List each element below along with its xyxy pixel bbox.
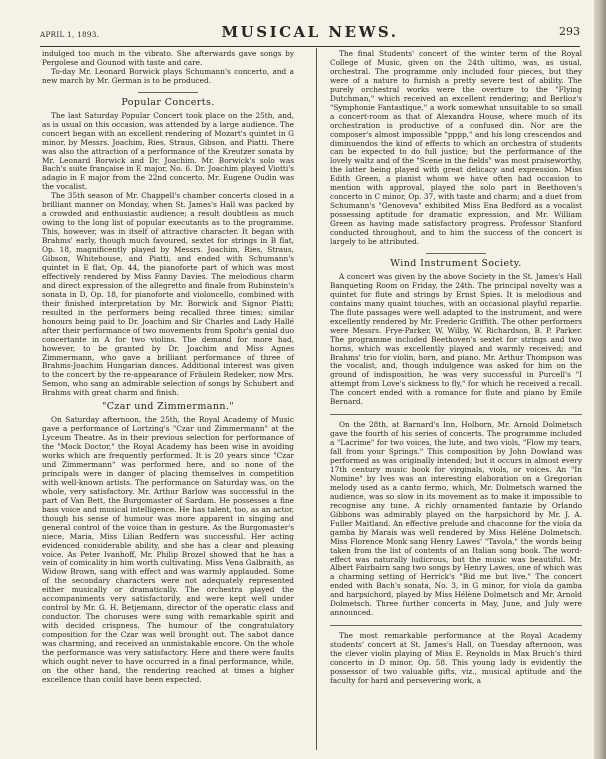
page-number: 293 [559, 25, 580, 38]
section-heading: Popular Concerts. [121, 96, 215, 108]
header-date: APRIL 1, 1893. [40, 30, 100, 39]
header-title: MUSICAL NEWS. [221, 23, 399, 41]
right-column [330, 50, 582, 686]
section-heading: Wind Instrument Society. [390, 257, 522, 269]
page-binding-edge [594, 0, 606, 759]
paragraph: The last Saturday Popular Concert took place on the 25th, and, as is usual on this occasion, was attended by a large audience. The concert began with an excellent rendering of Mozart's quintet in G minor, by Messrs. Joachim, Ries, Straus, Gibson, and Piatti. There was also the attraction of a performance of the Kreutzer sonata by Mr. Leonard Borwick and Dr. Joachim. Mr. Borwick's solo was Bach's suite française in E major, No. 6. Dr. Joachim played Viotti's adagio in E major from the 22nd concerto. Mr. Eugene Oudin was the vocalist. [42, 110, 294, 192]
paragraph: The final Students' concert of the winter term of the Royal College of Music, given on the 24th ultimo, was, as usual, orchestral. The programme only included four pieces, but they were of a nature to furnish a pretty severe test of ability. The purely orchestral works were the overture to the "Flying Dutchman," which received an excellent rendering; and Berlioz's "Symphonie Fantastique," a work somewhat unsuitable to so small a concert-room as that of Alexandra House, where much of its orchestration is productive of a confused din. Nor are the composer's almost impossible "pppp," and his long crescendos and diminuendos the kind of effects to which an orchestra of students can be expected to do full justice; but the performance of the lovely waltz and of the "Scene in the fields" was most praiseworthy, the latter being played with great delicacy and expression. Miss Edith Green, a pianist whom we have often had occasion to mention with approval, played the solo part in Beethoven's concerto in C minor, Op. 37, with taste and charm; and a duet from Schumann's "Genoveva" exhibited Miss Ena Bedford as a vocalist possessing aptitude for dramatic expression, and Mr. William Green as having made satisfactory progress. Professor Stanford conducted throughout, and to him the success of the concert is largely to be attributed. [330, 49, 582, 247]
separator [330, 625, 582, 626]
page-header [40, 22, 580, 42]
left-column [42, 50, 294, 685]
section-heading: "Czar und Zimmermann." [101, 401, 235, 413]
paragraph: On Saturday afternoon, the 25th, the Royal Academy of Music gave a performance of Lortzing's "Czar und Zimmermann" at the Lyceum Theatre. As in their previous selection for performance of the "Mock Doctor," the Royal Academy has been wise in avoiding works which are frequently performed. It is 20 years since "Czar und Zimmermann" was performed here, and so none of the principals were in danger of placing themselves in competition with well-known artists. The performance on Saturday was, on the whole, very satisfactory. Mr. Arthur Barlow was successful in the part of Van Bett, the Burgomaster of Sardam. He possesses a fine bass voice and musical intelligence. He has talent, too, as an actor, though his sense of humour was more apparent in singing and general control of the voice than in gesture. As the Burgomaster's niece, Maria, Miss Lilian Redfern was successful. Her acting evidenced considerable ability, and she has a clear and pleasing voice. As Peter Ivanhoff, Mr. Philip Brozel showed that he has a vein of comicality in him worth cultivating. Miss Vena Galbraith, as Widow Brown, sang with effect and was warmly applauded. Some of the secondary characters were not adequately represented either musically or dramatically. The orchestra played the accompaniments very satisfactorily, and were kept well under control by Mr. G. H. Betjemann, director of the operatic class and conductor. The choruses were sung with remarkable spirit and with decided crispness. The humour of the congratulatory composition for the Czar was well brought out. The sabot dance was charming, and received an unmistakable encore. On the whole the performance was very satisfactory. Here and there were faults which ought never to have occurred in a final performance, while, on the other hand, the rendering reached at times a higher excellence than could have been expected. [42, 415, 294, 684]
paragraph: A concert was given by the above Society in the St. James's Hall Banqueting Room on Friday, the 24th. The principal novelty was a quintet for flute and strings by Ernst Spies. It is melodious and contains many quaint touches, with an occasional playful reparlie. The flute passages were well adapted to the instrument, and were excellently rendered by Mr. Frederic Griffith. The other performers were Messrs. Frye-Parker, W. Wilby, W. Richardson, B. P. Parker. The programme included Beethoven's sextet for strings and two horns, which was excellently played and warmly received; and Brahms' trio for violin, horn, and piano. Mr. Arthur Thompson was the vocalist, and, though indulgence was asked for him on the ground of indisposition, he was very successful in Purcell's "I attempt from Love's sickness to fly," for which he received a recall. The concert ended with a romance for flute and piano by Emile Bernard. [330, 271, 582, 407]
separator [330, 414, 582, 415]
column-divider [316, 48, 317, 750]
header-rule [40, 46, 580, 47]
paragraph: The 35th season of Mr. Chappell's chamber concerts closed in a brilliant manner on Monday, when St. James's Hall was packed by a crowded and enthusiastic audience; a result doubtless as much owing to the long list of popular executants as to the programme. This, however, was in itself of attractive character. It began with Brahms' early, though much favoured, sextet for strings in B flat, Op. 18, magnificently played by Messrs. Joachim, Ries, Straus, Gibson, Whitehouse, and Piatti, and ended with Schumann's quintet in E flat, Op. 44, the pianoforte part of which was most effectively rendered by Miss Fanny Davies. The melodious charm and direct expression of the allegretto and finale from Rubinstein's sonata in D, Op. 18, for pianoforte and violoncello, combined with their finished interpretation by Mr. Borwick and Signor Piatti; resulted in the performers being recalled three times; similar honours being paid to Dr. Joachim and Sir Charles and Lady Hallé after their performance of two movements from Spohr's genial duo concertante in A for two violins. The demand for more had, however, to be granted by Dr. Joachim and Miss Agnes Zimmermann, who gave a brilliant performance of three of Brahms-Joachim Hungarian dances. Additional interest was given to the concert by the re-appearance of Fräulein Redeker, now Mrs. Semon, who sang an admirable selection of songs by Schubert and Brahms with great charm and finish. [42, 191, 294, 398]
separator [138, 92, 198, 93]
paragraph: To-day Mr. Leonard Borwick plays Schumann's concerto, and a new march by Mr. German is to be produced. [42, 66, 294, 85]
paragraph: The most remarkable performance at the Royal Academy students' concert at St. James's Hall, on Tuesday afternoon, was the clever violin playing of Miss E. Reynolds in Max Bruch's third concerto in D minor, Op. 58. This young lady is evidently the possessor of two valuable gifts, viz., musical aptitude and the faculty for hard and persevering work, a [330, 631, 582, 685]
paragraph: indulged too much in the vibrato. She afterwards gave songs by Pergolese and Gounod with taste and care. [42, 49, 294, 67]
separator [426, 253, 486, 254]
paragraph: On the 28th, at Barnard's Inn, Holborn, Mr. Arnold Dolmetsch gave the fourth of his series of concerts. The programme included a "Lacrime" for two voices, the lute, and two viols, "Flow my tears, fall from your Springs." This composition by John Dowland was performed as was originally intended; but it occurs in almost every 17th century music book for virginals, viols, or voices. An "In Nomine" by Ives was an interesting elaboration on a Gregorian melody used as a canto fermo, which, Mr. Dolmetsch warned the audience, was so slow in its movement as to make it impossible to recognise any tune. A richly ornamented fantazie by Orlando Gibbons was admirably played on the harpsichord by Mr. J. A. Fuller Maitland. An effective prelude and chaconne for the viola da gamba by Marais was well rendered by Miss Hélène Dolmetsch. Miss Florence Monk sang Henry Lawes' "Tavola," the words being taken from the list of contents of an Italian song book. The word-effect was naturally ludicrous, but the music was beautiful. Mr. Albert Fairbairn sang two songs by Henry Lawes, one of which was a charming setting of Herrick's "Bid me but live." The concert ended with Bach's sonata, No. 3, in G minor, for viola da gamba and harpsichord, played by Miss Hélène Dolmetsch and Mr. Arnold Dolmetsch. Three further concerts in May, June, and July were announced. [330, 420, 582, 618]
